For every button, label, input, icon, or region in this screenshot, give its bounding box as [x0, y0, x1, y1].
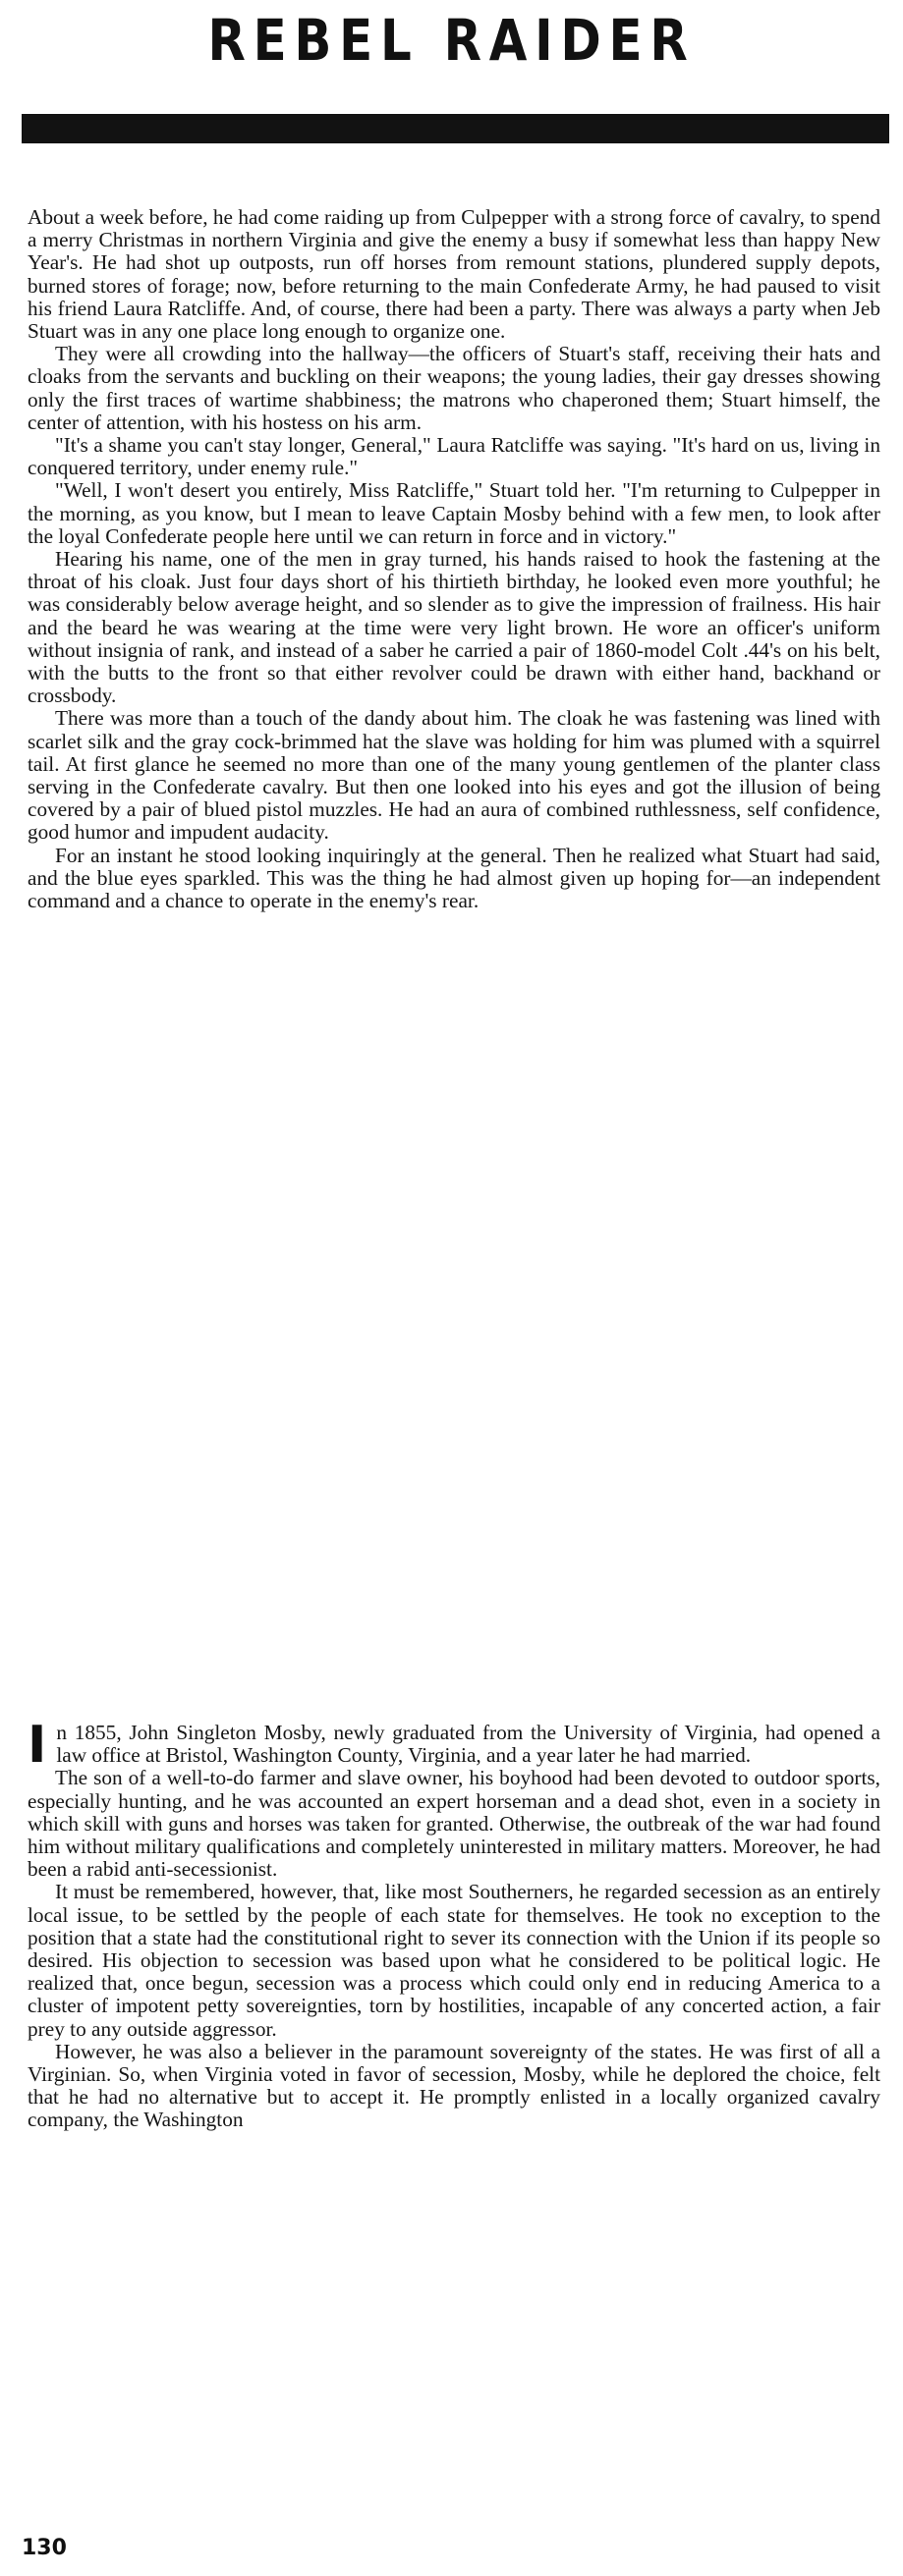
paragraph: They were all crowding into the hallway—the officers of Stuart's staff, receiving their hats and cloaks from the servants and buckling on their weapons; the young ladies, their gay dresses showing only the first traces of wartime shabbiness; the matrons who chaperoned them; Stuart himself, the center of attention, with his hostess on his arm. [28, 342, 880, 434]
paragraph: There was more than a touch of the dandy about him. The cloak he was fastening was lined with scarlet silk and the gray cock-brimmed hat the slave was holding for him was plumed with a squirrel tail. At first glance he seemed no more than one of the many young gentlemen of the planter class serving in the Confederate cavalry. But then one looked into his eyes and got the illusion of being covered by a pair of blued pistol muzzles. He had an aura of combined ruthlessness, self confidence, good humor and impudent audacity. [28, 706, 880, 845]
section-opening-paragraph [28, 1716, 880, 1775]
opening-paragraph-text: n 1855, John Singleton Mosby, newly graduated from the University of Virginia, had opened a law office at Bristol, Washington County, Virginia, and a year later he had married. [56, 1721, 880, 1768]
paragraph: "It's a shame you can't stay longer, General," Laura Ratcliffe was saying. "It's hard on us, living in conquered territory, under enemy rule." [28, 433, 880, 480]
article-section-2 [28, 1716, 880, 2132]
paragraph: Hearing his name, one of the men in gray turned, his hands raised to hook the fastening at the throat of his cloak. Just four days short of his thirtieth birthday, he looked even more youthful; he was considerably below average height, and so slender as to give the impression of frailness. His hair and the beard he was wearing at the time were very light brown. He wore an officer's uniform without insignia of rank, and instead of a saber he carried a pair of 1860-model Colt .44's on his belt, with the butts to the front so that either revolver could be drawn with either hand, backhand or crossbody. [28, 547, 880, 708]
paragraph: The son of a well-to-do farmer and slave owner, his boyhood had been devoted to outdoor sports, especially hunting, and he was accounted an expert horseman and a dead shot, even in a society in which skill with guns and horses was taken for granted. Otherwise, the outbreak of the war had found him without military qualifications and completely uninterested in military matters. Moreover, he had been a rabid anti-secessionist. [28, 1766, 880, 1882]
page-number: 130 [22, 2536, 67, 2560]
article-title: REBEL RAIDER [207, 7, 696, 74]
paragraph: For an instant he stood looking inquiringly at the general. Then he realized what Stuart had said, and the blue eyes sparkled. This was the thing he had almost given up hoping for—an independent command and a chance to operate in the enemy's rear. [28, 843, 880, 913]
paragraph: It must be remembered, however, that, like most Southerners, he regarded secession as an entirely local issue, to be settled by the people of each state for themselves. He took no exception to the position that a state had the constitutional right to sever its connection with the Union if its people so desired. His objection to secession was based upon what he considered to be political logic. He realized that, once begun, secession was a process which could only end in reducing America to a cluster of impotent petty sovereignties, torn by hostilities, incapable of any concerted action, a fair prey to any outside aggressor. [28, 1880, 880, 2041]
drop-cap-letter: I [28, 1716, 47, 1775]
paragraph: About a week before, he had come raiding up from Culpepper with a strong force of cavalry, to spend a merry Christmas in northern Virginia and give the enemy a busy if somewhat less than happy New Year's. He had shot up outposts, run off horses from remount stations, plundered supply depots, burned stores of forage; now, before returning to the main Confederate Army, he had paused to visit his friend Laura Ratcliffe. And, of course, there had been a party. There was always a party when Jeb Stuart was in any one place long enough to organize one. [28, 205, 880, 344]
title-rule-bar [22, 114, 889, 143]
paragraph: However, he was also a believer in the paramount sovereignty of the states. He was first of all a Virginian. So, when Virginia voted in favor of secession, Mosby, while he deplored the choice, felt that he had no alternative but to accept it. He promptly enlisted in a locally organized cavalry company, the Washington [28, 2039, 880, 2132]
article-section-1 [28, 206, 880, 912]
paragraph: "Well, I won't desert you entirely, Miss Ratcliffe," Stuart told her. "I'm returning to Culpepper in the morning, as you know, but I mean to leave Captain Mosby behind with a few men, to look after the loyal Confederate people here until we can return in force and in victory." [28, 478, 880, 548]
